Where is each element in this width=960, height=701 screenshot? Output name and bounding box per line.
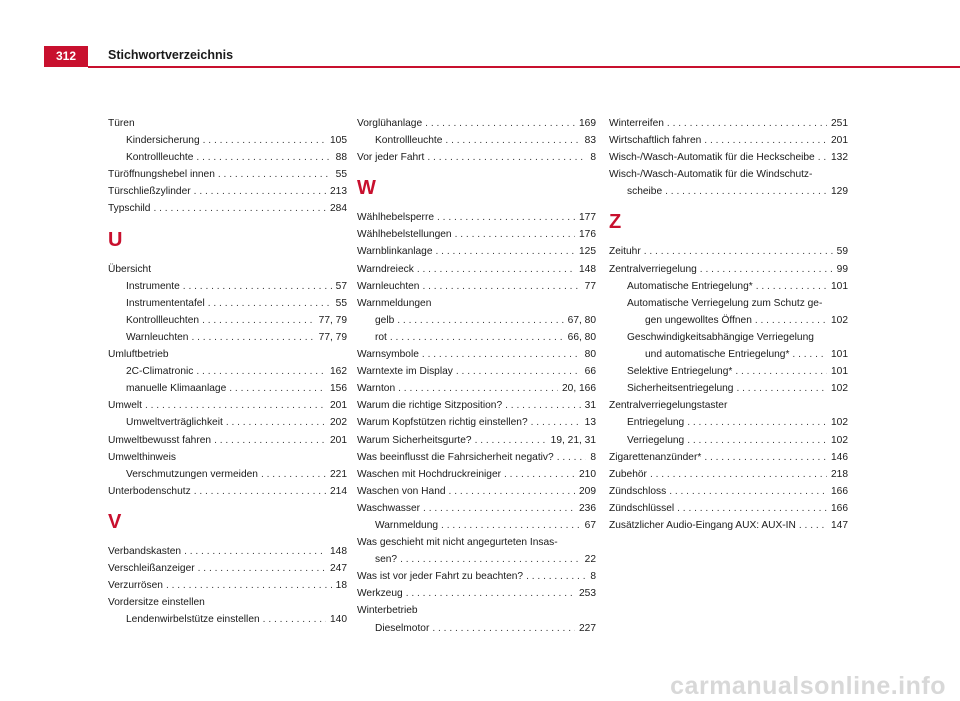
index-entry[interactable]: gen ungewolltes Öffnen . . . 102 xyxy=(609,312,848,329)
index-column-2 xyxy=(357,115,596,637)
index-entry[interactable]: Warndreieck . . . 148 xyxy=(357,261,596,278)
index-entry[interactable]: Zündschloss . . . 166 xyxy=(609,483,848,500)
index-entry[interactable]: Wählhebelstellungen . . . 176 xyxy=(357,226,596,243)
index-entry[interactable]: Verzurrösen . . . 18 xyxy=(108,577,347,594)
index-entry[interactable]: Zubehör . . . 218 xyxy=(609,466,848,483)
section-letter-v: V xyxy=(108,510,122,533)
index-entry: Türen xyxy=(108,118,135,129)
index-entry[interactable]: Kontrollleuchte . . . 88 xyxy=(108,149,347,166)
index-entry[interactable]: Türschließzylinder . . . 213 xyxy=(108,183,347,200)
index-entry[interactable]: Was ist vor jeder Fahrt zu beachten? . . . 8 xyxy=(357,568,596,585)
index-entry: Warnmeldungen xyxy=(357,297,432,309)
page-title: Stichwortverzeichnis xyxy=(108,48,234,62)
index-entry[interactable]: Werkzeug . . . 253 xyxy=(357,585,596,602)
section-letter-z: Z xyxy=(609,211,622,234)
index-entry[interactable]: Wisch-/Wasch-Automatik für die Heckscheibe . . . 132 xyxy=(609,149,848,166)
index-entry[interactable]: Vor jeder Fahrt . . . 8 xyxy=(357,149,596,166)
index-entry[interactable]: Zeituhr . . . 59 xyxy=(609,243,848,260)
index-entry[interactable]: manuelle Klimaanlage . . . 156 xyxy=(108,380,347,397)
index-entry[interactable]: Zigarettenanzünder* . . . 146 xyxy=(609,449,848,466)
index-entry[interactable]: und automatische Entriegelung* . . . 101 xyxy=(609,346,848,363)
index-entry: Umwelthinweis xyxy=(108,451,176,463)
index-entry[interactable]: Waschen von Hand . . . 209 xyxy=(357,483,596,500)
index-entry: Umluftbetrieb xyxy=(108,349,169,361)
index-entry[interactable]: Wählhebelsperre . . . 177 xyxy=(357,209,596,226)
index-entry[interactable]: Was beeinflusst die Fahrsicherheit negativ? . . . 8 xyxy=(357,449,596,466)
page-number: 312 xyxy=(44,46,88,67)
index-entry: Übersicht xyxy=(108,263,152,275)
index-entry[interactable]: Lendenwirbelstütze einstellen . . . 140 xyxy=(108,611,347,628)
index-entry[interactable]: Selektive Entriegelung* . . . 101 xyxy=(609,363,848,380)
index-entry[interactable]: Umweltverträglichkeit . . . 202 xyxy=(108,414,347,431)
index-entry[interactable]: Warnleuchten . . . 77 xyxy=(357,278,596,295)
index-entry[interactable]: Zusätzlicher Audio-Eingang AUX: AUX-IN . . . 147 xyxy=(609,517,848,534)
index-entry[interactable]: Instrumente . . . 57 xyxy=(108,278,347,295)
index-entry[interactable]: Verriegelung . . . 102 xyxy=(609,432,848,449)
index-entry: Vordersitze einstellen xyxy=(108,597,205,609)
index-entry[interactable]: Typschild . . . 284 xyxy=(108,200,347,217)
index-entry[interactable]: Kontrollleuchte . . . 83 xyxy=(357,132,596,149)
section-letter-u: U xyxy=(108,228,123,251)
index-entry[interactable]: Wirtschaftlich fahren . . . 201 xyxy=(609,132,848,149)
index-entry[interactable]: Warum Kopfstützen richtig einstellen? . . . 13 xyxy=(357,414,596,431)
index-entry[interactable]: Verschleißanzeiger . . . 247 xyxy=(108,560,347,577)
watermark-text: carmanualsonline.info xyxy=(670,672,946,700)
index-entry: Geschwindigkeitsabhängige Verriegelung xyxy=(627,331,814,343)
section-letter-w: W xyxy=(357,177,376,200)
index-entry[interactable]: rot . . . 66, 80 xyxy=(357,329,596,346)
index-entry[interactable]: Waschwasser . . . 236 xyxy=(357,500,596,517)
index-entry[interactable]: Umweltbewusst fahren . . . 201 xyxy=(108,432,347,449)
index-entry[interactable]: Warnmeldung . . . 67 xyxy=(357,517,596,534)
index-entry[interactable]: Warnleuchten . . . 77, 79 xyxy=(108,329,347,346)
index-entry: Winterbetrieb xyxy=(357,605,418,617)
index-entry[interactable]: Zentralverriegelung . . . 99 xyxy=(609,261,848,278)
page-header xyxy=(44,46,918,66)
index-entry[interactable]: Sicherheitsentriegelung . . . 102 xyxy=(609,380,848,397)
index-entry[interactable]: Unterbodenschutz . . . 214 xyxy=(108,483,347,500)
index-entry[interactable]: 2C-Climatronic . . . 162 xyxy=(108,363,347,380)
index-column-3 xyxy=(609,115,848,534)
index-entry[interactable]: scheibe . . . 129 xyxy=(609,183,848,200)
index-entry: Was geschieht mit nicht angegurteten Insas- xyxy=(357,537,558,549)
index-entry[interactable]: Dieselmotor . . . 227 xyxy=(357,620,596,637)
index-entry: Zentralverriegelungstaster xyxy=(609,400,728,412)
index-entry[interactable]: Türöffnungshebel innen . . . 55 xyxy=(108,166,347,183)
index-entry[interactable]: Entriegelung . . . 102 xyxy=(609,414,848,431)
index-entry[interactable]: Automatische Entriegelung* . . . 101 xyxy=(609,278,848,295)
index-entry[interactable]: Waschen mit Hochdruckreiniger . . . 210 xyxy=(357,466,596,483)
index-entry[interactable]: Warum die richtige Sitzposition? . . . 31 xyxy=(357,397,596,414)
index-entry[interactable]: Winterreifen . . . 251 xyxy=(609,115,848,132)
index-entry[interactable]: Warnton . . . 20, 166 xyxy=(357,380,596,397)
index-entry[interactable]: Warnsymbole . . . 80 xyxy=(357,346,596,363)
index-entry[interactable]: Instrumententafel . . . 55 xyxy=(108,295,347,312)
index-entry[interactable]: Umwelt . . . 201 xyxy=(108,397,347,414)
index-entry[interactable]: gelb . . . 67, 80 xyxy=(357,312,596,329)
index-entry[interactable]: Verbandskasten . . . 148 xyxy=(108,543,347,560)
index-entry[interactable]: Warntexte im Display . . . 66 xyxy=(357,363,596,380)
index-entry[interactable]: Verschmutzungen vermeiden . . . 221 xyxy=(108,466,347,483)
index-entry[interactable]: Warnblinkanlage . . . 125 xyxy=(357,243,596,260)
index-entry[interactable]: Zündschlüssel . . . 166 xyxy=(609,500,848,517)
index-entry[interactable]: Kontrollleuchten . . . 77, 79 xyxy=(108,312,347,329)
header-rule xyxy=(88,66,960,68)
index-entry[interactable]: Kindersicherung . . . 105 xyxy=(108,132,347,149)
index-entry[interactable]: sen? . . . 22 xyxy=(357,551,596,568)
index-entry: Automatische Verriegelung zum Schutz ge- xyxy=(627,297,823,309)
index-entry[interactable]: Warum Sicherheitsgurte? . . . 19, 21, 31 xyxy=(357,432,596,449)
index-entry[interactable]: Vorglühanlage . . . 169 xyxy=(357,115,596,132)
index-column-1 xyxy=(108,115,347,628)
index-entry: Wisch-/Wasch-Automatik für die Windschutz- xyxy=(609,169,813,181)
